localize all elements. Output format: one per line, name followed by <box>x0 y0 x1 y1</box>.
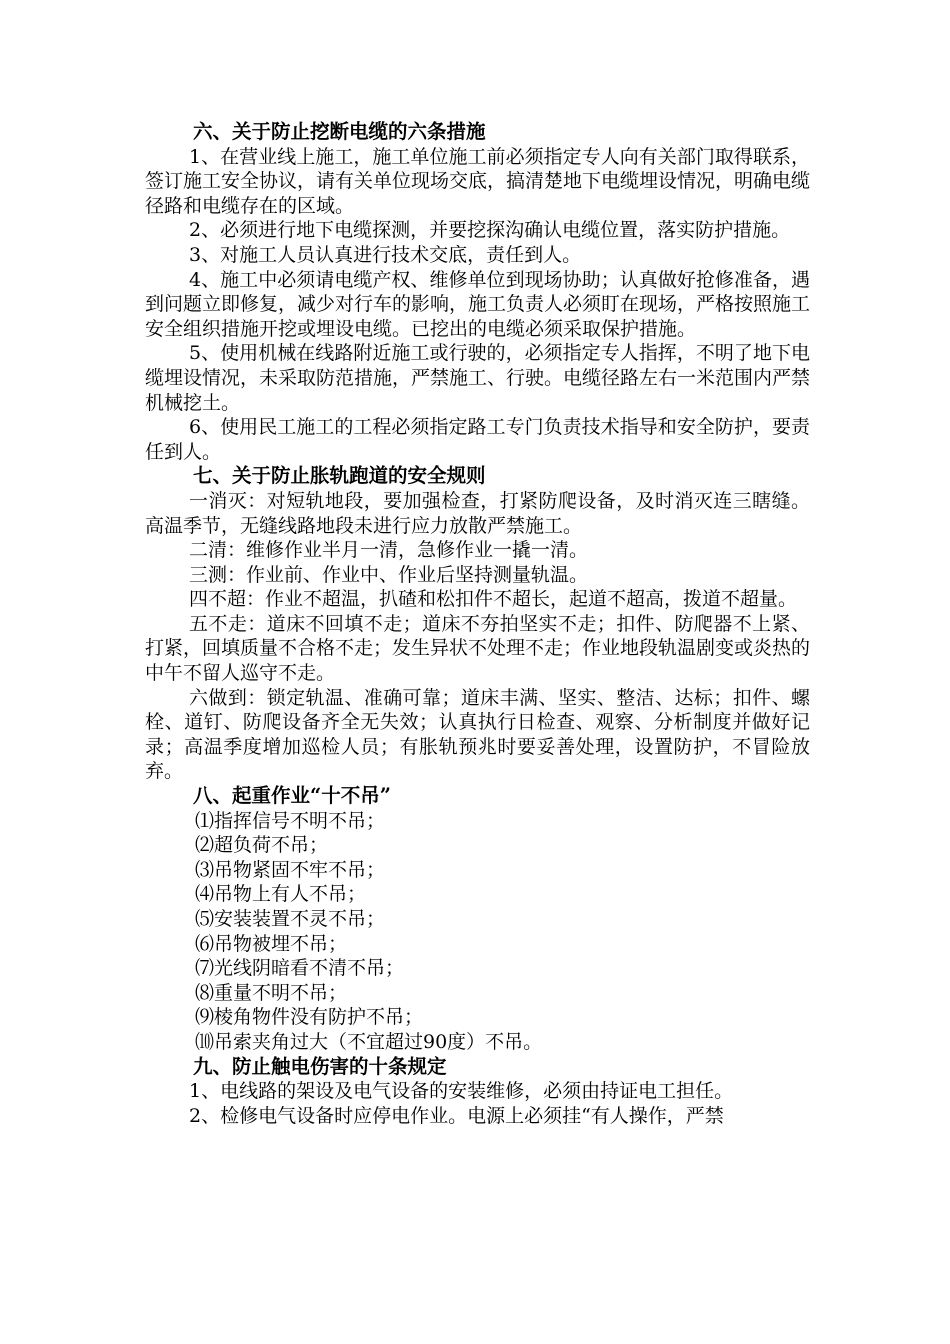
section-8-list-item: ⑼棱角物件没有防护不吊； <box>195 1006 424 1029</box>
section-6-paragraph: 1、在营业线上施工，施工单位施工前必须指定专人向有关部门取得联系，签订施工安全协议，请有关单位现场交底，搞清楚地下电缆埋设情况，明确电缆径路和电缆存在的区域。 <box>145 145 811 217</box>
section-8-list-item: ⑵超负荷不吊； <box>195 834 329 857</box>
section-8-list-item: ⑺光线阴暗看不清不吊； <box>195 957 405 980</box>
section-7-paragraph: 五不走：道床不回填不走；道床不夯拍坚实不走；扣件、防爬器不上紧、打紧，回填质量不合格不走；发生异状不处理不走；作业地段轨温剧变或炎热的中午不留人巡守不走。 <box>145 612 811 685</box>
section-8-list-item: ⑸安装装置不灵不吊； <box>195 908 386 930</box>
section-8-list-item: ⑹吊物被埋不吊； <box>195 932 348 955</box>
document-page <box>145 120 810 1128</box>
section-6-heading: 六、关于防止挖断电缆的六条措施 <box>193 120 486 143</box>
section-6-paragraph: 4、施工中必须请电缆产权、维修单位到现场协助；认真做好抢修准备，遇到问题立即修复，减少对行车的影响，施工负责人必须盯在现场，严格按照施工安全组织措施开挖或埋设电缆。已挖出的电缆必须采取保护措施。 <box>145 268 811 340</box>
section-8-list-item: ⑷吊物上有人不吊； <box>195 883 367 906</box>
section-6-paragraph: 5、使用机械在线路附近施工或行驶的，必须指定专人指挥，不明了地下电缆埋设情况，未采取防范措施，严禁施工、行驶。电缆径路左右一米范围内严禁机械挖土。 <box>145 342 811 414</box>
section-8-list-item: ⑴指挥信号不明不吊； <box>195 809 386 832</box>
section-9-heading: 九、防止触电伤害的十条规定 <box>193 1054 447 1078</box>
section-8-list-item: ⑽吊索夹角过大（不宜超过90度）不吊。 <box>195 1030 543 1053</box>
section-9-paragraph: 2、检修电气设备时应停电作业。电源上必须挂“有人操作，严禁 <box>189 1104 724 1127</box>
section-7-paragraph: 四不超：作业不超温，扒碴和松扣件不超长，起道不超高，拨道不超量。 <box>189 588 798 611</box>
section-7-heading: 七、关于防止胀轨跑道的安全规则 <box>193 464 486 488</box>
section-7-paragraph: 三测：作业前、作业中、作业后坚持测量轨温。 <box>189 563 589 586</box>
section-7-paragraph: 二清：维修作业半月一清，急修作业一撬一清。 <box>189 539 589 562</box>
section-8-list-item: ⑶吊物紧固不牢不吊； <box>195 858 386 881</box>
section-7-paragraph: 六做到：锁定轨温、准确可靠；道床丰满、坚实、整洁、达标；扣件、螺栓、道钉、防爬设备齐全无失效；认真执行日检查、观察、分析制度并做好记录；高温季度增加巡检人员；有胀轨预兆时要妥善处理，设置防护，不冒险放弃。 <box>145 686 810 783</box>
section-6-paragraph: 6、使用民工施工的工程必须指定路工专门负责技术指导和安全防护，要责任到人。 <box>145 416 810 463</box>
section-7-paragraph: 一消灭：对短轨地段，要加强检查，打紧防爬设备，及时消灭连三瞎缝。高温季节，无缝线路地段未进行应力放散严禁施工。 <box>145 489 810 537</box>
section-8-heading: 八、起重作业“十不吊” <box>193 784 391 808</box>
section-6-paragraph: 2、必须进行地下电缆探测，并要挖探沟确认电缆位置，落实防护措施。 <box>189 219 791 242</box>
section-8-list-item: ⑻重量不明不吊； <box>195 981 348 1004</box>
section-9-paragraph: 1、电线路的架设及电气设备的安装维修，必须由持证电工担任。 <box>189 1080 734 1103</box>
section-6-paragraph: 3、对施工人员认真进行技术交底，责任到人。 <box>189 243 582 266</box>
